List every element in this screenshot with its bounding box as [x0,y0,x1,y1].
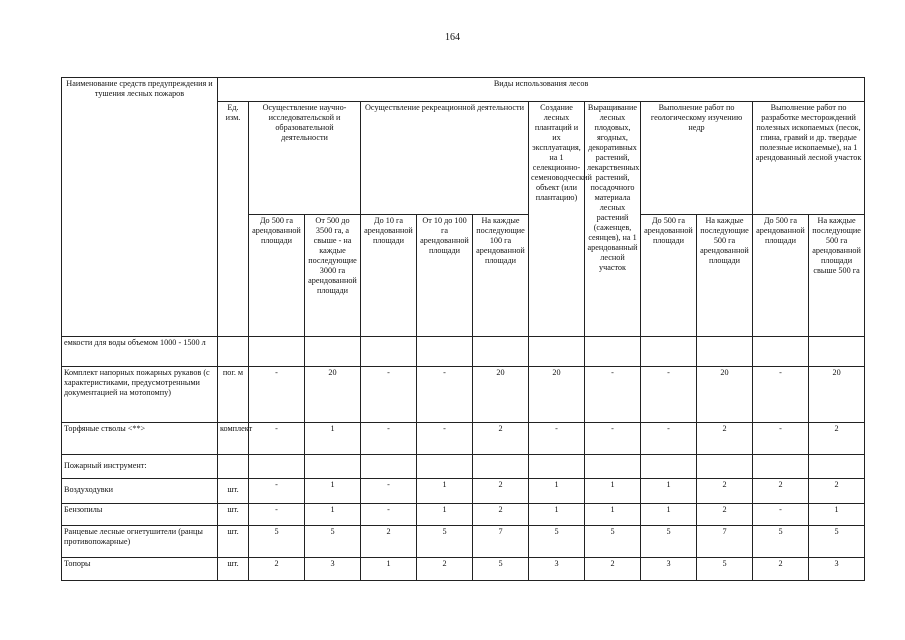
header-row-1 [62,78,865,102]
cell-value: - [641,423,697,455]
cell-value: 20 [305,366,361,422]
cell-value: 2 [809,423,865,455]
row-name: Топоры [62,557,218,580]
cell-value: - [249,366,305,422]
row-name: Пожарный инструмент: [62,455,218,479]
cell-value: - [641,366,697,422]
cell-value: 2 [361,525,417,557]
row-name: Ранцевые лесные огнетушители (ранцы противопожарные) [62,525,218,557]
cell-value: 1 [809,503,865,525]
cell-value: 3 [305,557,361,580]
row-name: Комплект напорных пожарных рукавов (с характеристиками, предусмотренными документацией на мотопомпу) [62,366,218,422]
row-name: Торфяные стволы <**> [62,423,218,455]
group-header-research: Осуществление научно-исследовательской и образовательной деятельности [249,102,361,215]
cell-value: 2 [697,503,753,525]
cell-value: - [361,366,417,422]
cell-value: 20 [529,366,585,422]
cell-value: - [361,423,417,455]
table-row [62,525,865,557]
cell-value: - [753,503,809,525]
subcol-header: От 10 до 100 га арендованной площади [417,214,473,336]
cell-value: - [529,423,585,455]
cell-value: 5 [697,557,753,580]
row-unit: шт. [218,479,249,503]
cell-value: 3 [809,557,865,580]
table-row [62,503,865,525]
norms-table [61,77,865,581]
row-unit: пог. м [218,366,249,422]
subcol-header: На каждые последующие 100 га арендованной площади [473,214,529,336]
cell-value: 5 [529,525,585,557]
cell-value: 2 [249,557,305,580]
subcol-header: До 500 га арендованной площади [641,214,697,336]
row-unit: шт. [218,525,249,557]
cell-value: 2 [473,423,529,455]
group-header-recreation: Осуществление рекреационной деятельности [361,102,529,215]
cell-value: 1 [585,503,641,525]
row-name: емкости для воды объемом 1000 - 1500 л [62,336,218,366]
name-column-header: Наименование средств предупреждения и тушения лесных пожаров [62,78,218,337]
cell-value: 5 [753,525,809,557]
cell-value: - [249,503,305,525]
cell-value: 1 [529,503,585,525]
row-name: Бензопилы [62,503,218,525]
cell-value: 2 [585,557,641,580]
cell-value: 5 [809,525,865,557]
cell-value: 1 [417,503,473,525]
table-row [62,479,865,503]
cell-value: - [753,366,809,422]
cell-value: 2 [809,479,865,503]
table-row [62,423,865,455]
subcol-header: На каждые последующие 500 га арендованной площади свыше 500 га [809,214,865,336]
group-header-cultivation: Выращивание лесных плодовых, ягодных, декоративных растений, лекарственных растений, посадочного материала лесных растений (саженцев, сеянцев), на 1 арендованный лесной участок [585,102,641,336]
row-unit: шт. [218,503,249,525]
cell-value: 5 [417,525,473,557]
cell-value: 1 [641,503,697,525]
cell-value: 2 [473,503,529,525]
subcol-header: На каждые последующие 500 га арендованной площади [697,214,753,336]
subcol-header: От 500 до 3500 га, а свыше - на каждые последующие 3000 га арендованной площади [305,214,361,336]
group-header-mining: Выполнение работ по разработке месторождений полезных ископаемых (песок, глина, гравий и др. твердые полезные ископаемые), на 1 арендованный лесной участок [753,102,865,215]
cell-value: 2 [753,479,809,503]
cell-value: - [585,423,641,455]
table-row [62,336,865,366]
subcol-header: До 500 га арендованной площади [249,214,305,336]
cell-value: 2 [473,479,529,503]
cell-value: 3 [641,557,697,580]
cell-value: - [585,366,641,422]
uses-title-header: Виды использования лесов [218,78,865,102]
cell-value: - [361,503,417,525]
cell-value: 2 [417,557,473,580]
row-name: Воздуходувки [62,479,218,503]
row-unit: комплект [218,423,249,455]
cell-value: 7 [697,525,753,557]
cell-value: 1 [585,479,641,503]
cell-value: 1 [641,479,697,503]
table-row [62,455,865,479]
cell-value: 1 [529,479,585,503]
cell-value: 1 [361,557,417,580]
unit-column-header: Ед. изм. [218,102,249,336]
subcol-header: До 10 га арендованной площади [361,214,417,336]
cell-value: 3 [529,557,585,580]
group-header-geology: Выполнение работ по геологическому изучению недр [641,102,753,215]
table-row [62,557,865,580]
cell-value: 5 [641,525,697,557]
cell-value: - [361,479,417,503]
row-unit [218,336,249,366]
cell-value: 2 [697,479,753,503]
cell-value: - [417,423,473,455]
cell-value: - [249,479,305,503]
cell-value: 1 [417,479,473,503]
cell-value: 20 [473,366,529,422]
row-unit: шт. [218,557,249,580]
cell-value: 7 [473,525,529,557]
cell-value: 5 [473,557,529,580]
cell-value: 1 [305,503,361,525]
cell-value: 5 [585,525,641,557]
subcol-header: До 500 га арендованной площади [753,214,809,336]
cell-value: 20 [809,366,865,422]
cell-value: 1 [305,423,361,455]
cell-value: - [249,423,305,455]
cell-value: 2 [753,557,809,580]
cell-value: 5 [249,525,305,557]
cell-value: 20 [697,366,753,422]
cell-value: - [753,423,809,455]
cell-value: 1 [305,479,361,503]
group-header-plantations: Создание лесных плантаций и их эксплуатация, на 1 селекционно-семеноводческий объект (или плантацию) [529,102,585,336]
cell-value: - [417,366,473,422]
cell-value: 5 [305,525,361,557]
cell-value: 2 [697,423,753,455]
page-number: 164 [445,32,460,43]
table-row [62,366,865,422]
